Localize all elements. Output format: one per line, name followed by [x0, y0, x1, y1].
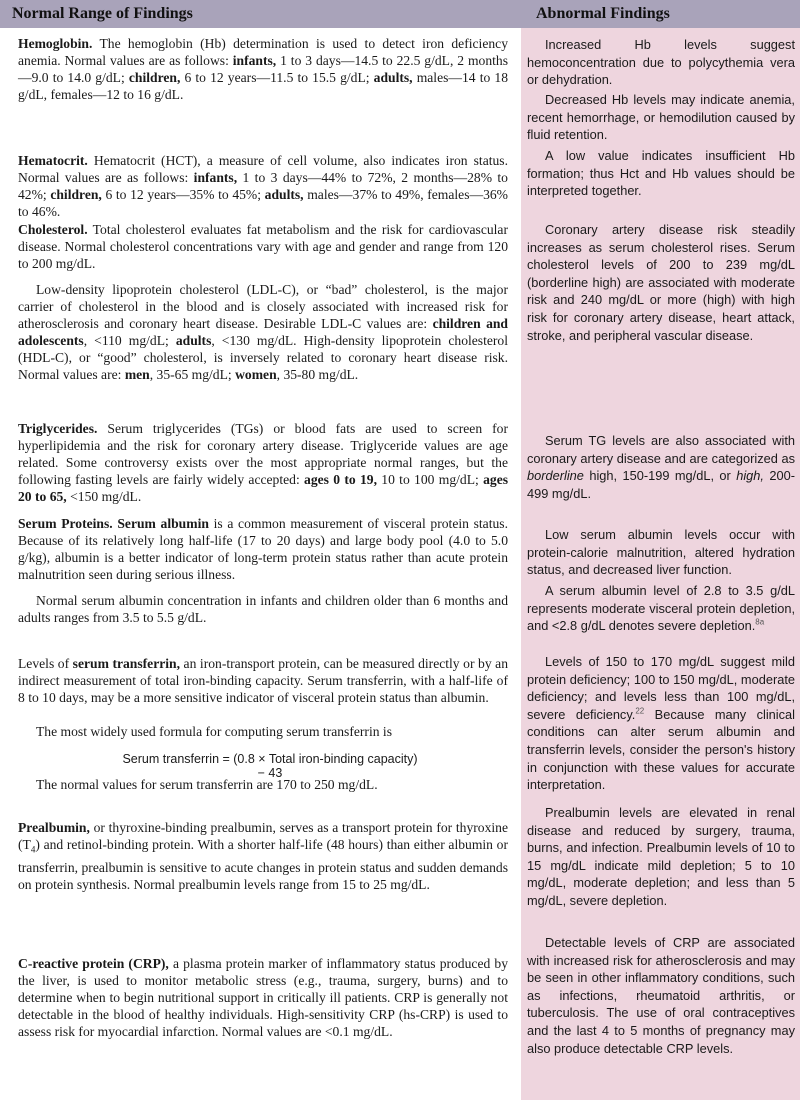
abnormal-hct: A low value indicates insufficient Hb formation; thus Hct and Hb values should be interpreted together.	[527, 148, 795, 199]
transferrin-paragraph: Levels of serum transferrin, an iron-transport protein, can be measured directly or by an indirect measurement of total iron-binding capacity. Serum transferrin, with a half-life of 8 to 10 days, may be a more sensitive indicator of visceral protein status than albumin.	[18, 656, 508, 706]
abnormal-prealbumin: Prealbumin levels are elevated in renal disease and reduced by surgery, trauma, burns, and infection. Prealbumin levels of 10 to 15 mg/dL indicate mild depletion; 5 to 10 mg/dL, moderate depletion; and less than 5 mg/dL, severe depletion.	[527, 805, 795, 908]
transferrin-normal-values: The normal values for serum transferrin are 170 to 250 mg/dL.	[36, 777, 378, 792]
abnormal-cholesterol: Coronary artery disease risk steadily increases as serum cholesterol rises. Serum cholesterol levels of 200 to 239 mg/dL (borderline high) are associated with moderate risk and 240 mg/dL or more (high) with high risk for coronary artery disease, heart attack, stroke, and peripheral vascular disease.	[527, 222, 795, 343]
abnormal-crp: Detectable levels of CRP are associated with increased risk for atherosclerosis and may be seen in other inflammatory conditions, such as infections, rheumatoid arthritis, or tuberculosis. The use of oral contraceptives and the last 4 to 5 months of pregnancy may also produce detectable CRP levels.	[527, 935, 795, 1056]
normal-range-heading: Normal Range of Findings	[12, 5, 193, 22]
abnormal-transferrin: Levels of 150 to 170 mg/dL suggest mild protein deficiency; 100 to 150 mg/dL, moderate deficiency; and levels less than 100 mg/dL, severe deficiency.$^{22}$ Because many clinical conditions can alter serum albumin and transferrin levels, consider the person's history in conjunction with these values for accurate interpretation.	[527, 654, 795, 793]
abnormal-albumin-depletion: A serum albumin level of 2.8 to 3.5 g/dL represents moderate visceral protein depletion, and <2.8 g/dL denotes severe depletion.$^{8a}$	[527, 583, 795, 634]
abnormal-hb-decreased: Decreased Hb levels may indicate anemia, recent hemorrhage, or hemodilution caused by fluid retention.	[527, 92, 795, 143]
hematocrit-paragraph: Hematocrit. Hematocrit (HCT), a measure of cell volume, also indicates iron status. Normal values are as follows: infants, 1 to 3 days—44% to 72%, 2 months—28% to 42%; children, 6 to 12 years—35% to 45%; adults, males—37% to 49%, females—36% to 46%.	[18, 153, 509, 220]
abnormal-findings-heading: Abnormal Findings	[536, 5, 670, 22]
abnormal-triglycerides: Serum TG levels are also associated with coronary artery disease and are categorized as borderline high, 150-199 mg/dL, or high, 200-499 mg/dL.	[527, 433, 795, 501]
abnormal-hb-increased: Increased Hb levels suggest hemoconcentration due to polycythemia vera or dehydration.	[527, 37, 795, 88]
formula-intro: The most widely used formula for computing serum transferrin is	[36, 724, 392, 739]
cholesterol-paragraph: Cholesterol. Total cholesterol evaluates fat metabolism and the risk for cardiovascular disease. Normal cholesterol concentrations vary with age and gender and range from 120 to 200 mg/dL.	[18, 222, 508, 272]
crp-paragraph: C-reactive protein (CRP), a plasma protein marker of inflammatory status produced by the liver, is used to monitor metabolic stress (e.g., trauma, surgery, burns) and to determine when to begin nutritional support in critically ill patients. CRP is generally not detectable in the blood of healthy individuals. High-sensitivity CRP (hs-CRP) is used to assess risk for myocardial infarction. Normal values are <0.1 mg/dL.	[18, 956, 508, 1040]
hemoglobin-paragraph: Hemoglobin. The hemoglobin (Hb) determination is used to detect iron deficiency anemia. Normal values are as follows: infants, 1 to 3 days—14.5 to 22.5 g/dL, 2 months—9.0 to 14.0 g/dL; children, 6 to 12 years—11.5 to 15.5 g/dL; adults, males—14 to 18 g/dL, females—12 to 16 g/dL.	[18, 36, 509, 103]
serum-proteins-paragraph: Serum Proteins. Serum albumin is a common measurement of visceral protein status. Because of its relatively long half-life (17 to 20 days) and large body pool (4.0 to 5.0 g/kg), albumin is a better indicator of long-term protein status rather than acute protein malnutrition seen during serious illness.	[18, 516, 508, 583]
triglycerides-paragraph: Triglycerides. Serum triglycerides (TGs) or blood fats are used to screen for hyperlipidemia and the risk for coronary artery disease. Triglyceride values are age related. Some controversy exists over the most appropriate normal ranges, but the following fasting levels are fairly widely accepted: ages 0 to 19, 10 to 100 mg/dL; ages 20 to 65, <150 mg/dL.	[18, 421, 509, 505]
ldl-paragraph: Low-density lipoprotein cholesterol (LDL-C), or “bad” cholesterol, is the major carrier of cholesterol in the blood and is closely associated with increased risk for atherosclerosis and coronary heart disease. Desirable LDL-C values are: children and adolescents, <110 mg/dL; adults, <130 mg/dL. High-density lipoprotein cholesterol (HDL-C), or “good” cholesterol, is inversely related to coronary heart disease risk. Normal values are: men, 35-65 mg/dL; women, 35-80 mg/dL.	[18, 282, 508, 383]
abnormal-albumin-low: Low serum albumin levels occur with protein-calorie malnutrition, altered hydration status, and decreased liver function.	[527, 527, 795, 578]
prealbumin-paragraph: Prealbumin, or thyroxine-binding prealbumin, serves as a transport protein for thyroxine $(T_4)$ and retinol-binding protein. With a shorter half-life (48 hours) than either albumin or transferrin, prealbumin is sensitive to acute changes in protein status and sudden demands on protein synthesis. Normal prealbumin levels range from 15 to 25 mg/dL.	[18, 820, 508, 892]
albumin-normal-paragraph: Normal serum albumin concentration in infants and children older than 6 months and adults ranges from 3.5 to 5.5 g/dL.	[18, 593, 508, 626]
table-header	[0, 0, 800, 28]
transferrin-formula: Serum transferrin = (0.8 × Total iron-binding capacity) − 43	[122, 752, 418, 780]
